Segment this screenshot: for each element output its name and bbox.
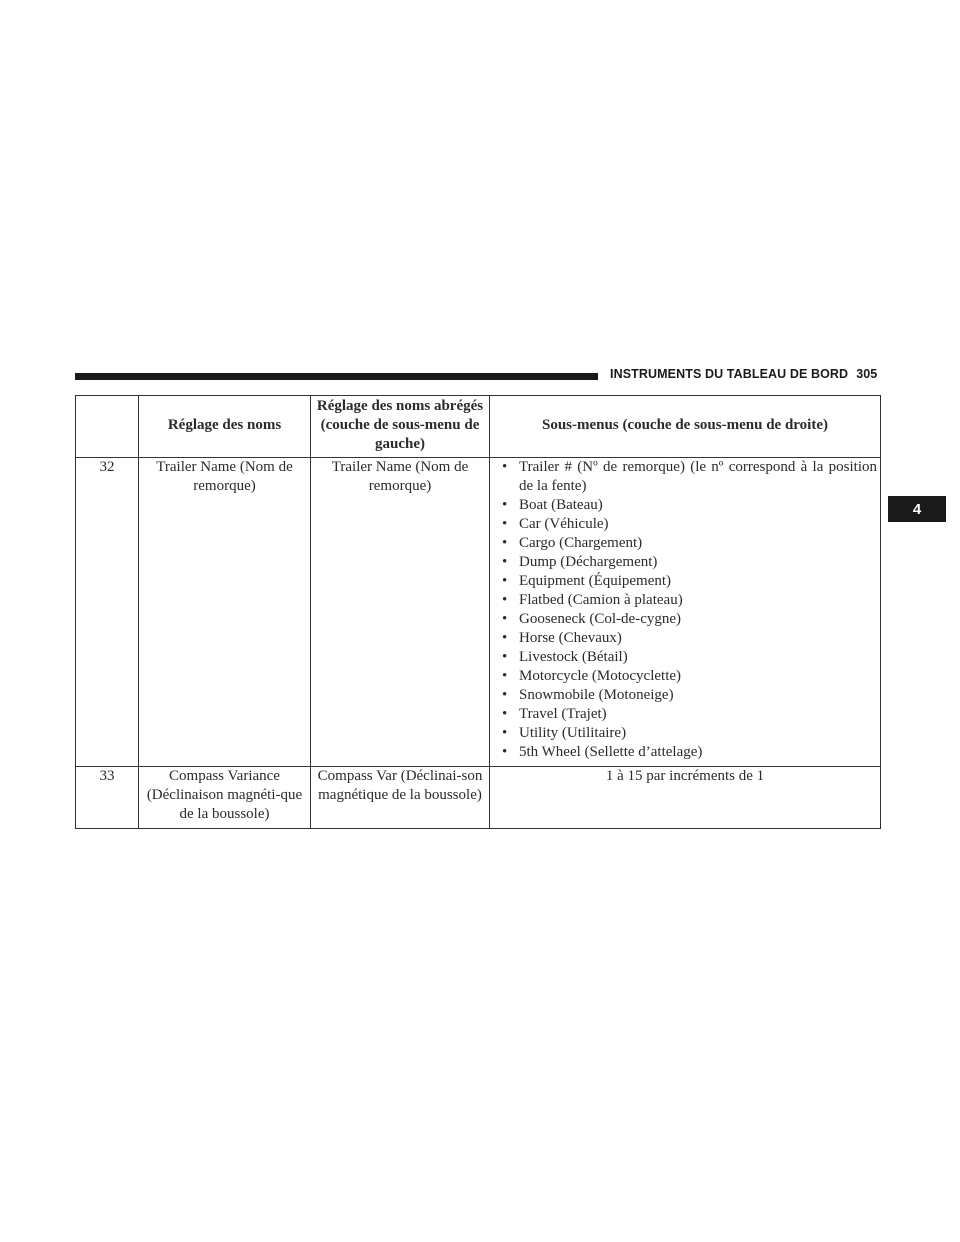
list-item: • Trailer # (Nº de remorque) (le nº correspond à la position de la fente) xyxy=(519,458,877,496)
table-row xyxy=(76,767,881,829)
list-item: • Travel (Trajet) xyxy=(519,705,877,724)
running-header xyxy=(610,367,880,381)
row-name: Compass Variance (Déclinaison magnéti-que de la boussole) xyxy=(139,767,311,829)
section-title: INSTRUMENTS DU TABLEAU DE BORD xyxy=(610,367,849,381)
row-short-name: Compass Var (Déclinai-son magnétique de la boussole) xyxy=(311,767,490,829)
list-item: • Livestock (Bétail) xyxy=(519,648,877,667)
row-submenus xyxy=(490,458,881,767)
list-item: • Dump (Déchargement) xyxy=(519,553,877,572)
submenu-list xyxy=(493,458,877,762)
list-item: • Equipment (Équipement) xyxy=(519,572,877,591)
list-item: • Gooseneck (Col-de-cygne) xyxy=(519,610,877,629)
column-header-name: Réglage des noms xyxy=(139,396,311,458)
chapter-tab: 4 xyxy=(888,496,946,522)
list-item: • Boat (Bateau) xyxy=(519,496,877,515)
settings-table xyxy=(75,395,881,829)
row-number: 32 xyxy=(76,458,139,767)
page-number: 305 xyxy=(856,367,878,381)
list-item: • Car (Véhicule) xyxy=(519,515,877,534)
header-rule xyxy=(75,373,598,380)
list-item: • Horse (Chevaux) xyxy=(519,629,877,648)
row-name: Trailer Name (Nom de remorque) xyxy=(139,458,311,767)
list-item: • Motorcycle (Motocyclette) xyxy=(519,667,877,686)
column-header-short-name: Réglage des noms abrégés (couche de sous-menu de gauche) xyxy=(311,396,490,458)
list-item: • Utility (Utilitaire) xyxy=(519,724,877,743)
list-item: • Cargo (Chargement) xyxy=(519,534,877,553)
table-row xyxy=(76,458,881,767)
table-header-row xyxy=(76,396,881,458)
row-short-name: Trailer Name (Nom de remorque) xyxy=(311,458,490,767)
column-header-number xyxy=(76,396,139,458)
column-header-submenus: Sous-menus (couche de sous-menu de droite) xyxy=(490,396,881,458)
list-item: • 5th Wheel (Sellette d’attelage) xyxy=(519,743,877,762)
row-number: 33 xyxy=(76,767,139,829)
row-submenu-text: 1 à 15 par incréments de 1 xyxy=(490,767,881,829)
list-item: • Snowmobile (Motoneige) xyxy=(519,686,877,705)
list-item: • Flatbed (Camion à plateau) xyxy=(519,591,877,610)
